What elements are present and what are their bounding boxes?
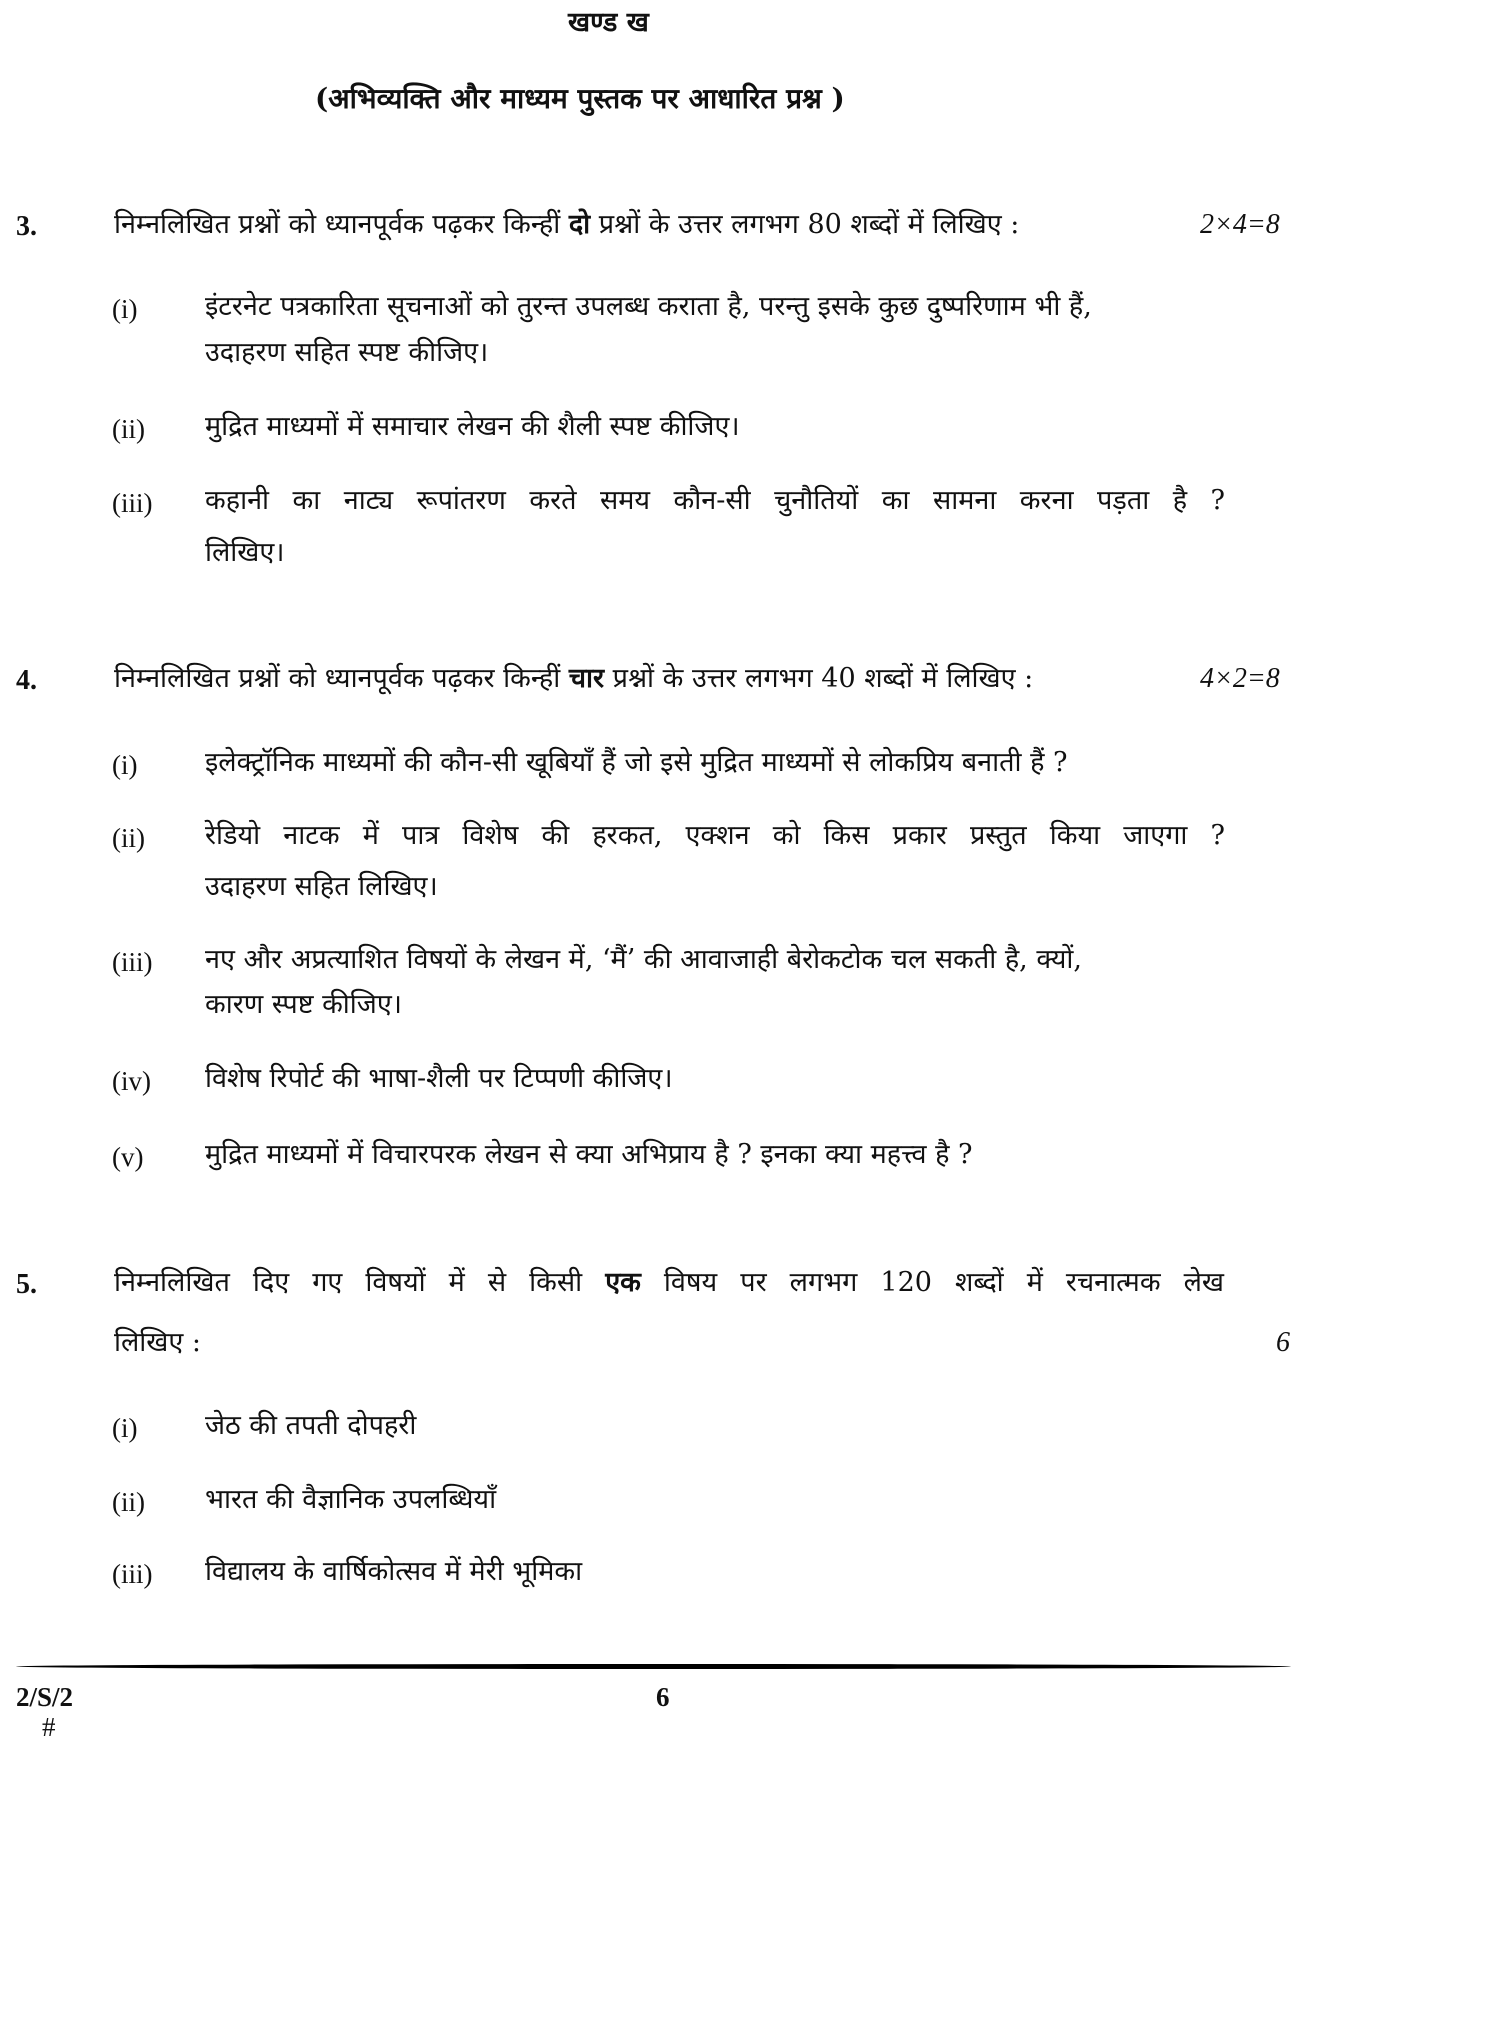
footer-code: 2/S/2 [16,1682,74,1712]
question-text [114,1266,1224,1300]
section-subtitle: (अभिव्यक्ति और माध्यम पुस्तक पर आधारित प्रश्न ) [315,82,845,115]
part-label: (v) [112,1142,144,1172]
question-text-after: प्रश्नों के उत्तर लगभग 40 शब्दों में लिखिए : [604,663,1034,694]
section-title: खण्ड ख [568,7,649,38]
question-text-before: निम्नलिखित प्रश्नों को ध्यानपूर्वक पढ़कर किन्हीं [114,663,569,694]
page-number: 6 [656,1682,670,1712]
question-text [114,208,1019,242]
part-label: (iii) [112,488,153,518]
part-label: (ii) [112,1487,145,1517]
question-text-bold: एक [605,1267,641,1298]
footer-rule [16,1664,1291,1669]
part-label: (ii) [112,414,145,444]
part-text: जेठ की तपती दोपहरी [205,1410,417,1441]
part-text: कारण स्पष्ट कीजिए। [205,989,402,1020]
part-text: विद्यालय के वार्षिकोत्सव में मेरी भूमिका [205,1556,583,1587]
part-text: विशेष रिपोर्ट की भाषा-शैली पर टिप्पणी कीजिए। [205,1063,673,1094]
question-number: 4. [16,665,37,696]
question-text [114,662,1033,696]
part-label: (i) [112,294,138,324]
question-number: 3. [16,211,37,242]
question-text-bold: चार [568,663,605,694]
footer-hash: # [42,1712,56,1742]
part-text: लिखिए। [205,537,285,568]
question-marks: 4×2=8 [1200,663,1280,694]
part-text: मुद्रित माध्यमों में समाचार लेखन की शैली स्पष्ट कीजिए। [205,411,740,442]
part-label: (ii) [112,823,145,853]
part-text: कहानी का नाट्य रूपांतरण करते समय कौन-सी चुनौतियों का सामना करना पड़ता है ? [205,485,1225,516]
part-label: (iii) [112,1559,153,1589]
question-text-bold: दो [568,209,591,240]
part-label: (i) [112,750,138,780]
part-text: मुद्रित माध्यमों में विचारपरक लेखन से क्या अभिप्राय है ? इनका क्या महत्त्व है ? [205,1139,973,1170]
part-label: (iii) [112,947,153,977]
part-text: उदाहरण सहित लिखिए। [205,871,438,902]
question-text-line2: लिखिए : [114,1327,201,1358]
question-text-before: निम्नलिखित दिए गए विषयों में से किसी [114,1267,606,1298]
question-marks: 2×4=8 [1200,209,1280,240]
question-text-after: विषय पर लगभग 120 शब्दों में रचनात्मक लेख [640,1267,1224,1298]
part-text: इलेक्ट्रॉनिक माध्यमों की कौन-सी खूबियाँ हैं जो इसे मुद्रित माध्यमों से लोकप्रिय बनाती हैं ? [205,747,1068,778]
part-text: उदाहरण सहित स्पष्ट कीजिए। [205,337,489,368]
part-text: नए और अप्रत्याशित विषयों के लेखन में, ‘मैं’ की आवाजाही बेरोकटोक चल सकती है, क्यों, [205,944,1083,975]
part-text: भारत की वैज्ञानिक उपलब्धियाँ [205,1484,497,1515]
question-number: 5. [16,1269,37,1300]
part-text: रेडियो नाटक में पात्र विशेष की हरकत, एक्शन को किस प्रकार प्रस्तुत किया जाएगा ? [205,820,1225,851]
part-label: (i) [112,1413,138,1443]
question-text-before: निम्नलिखित प्रश्नों को ध्यानपूर्वक पढ़कर किन्हीं [114,209,569,240]
question-text-after: प्रश्नों के उत्तर लगभग 80 शब्दों में लिखिए : [590,209,1020,240]
question-marks: 6 [1276,1327,1290,1358]
part-text: इंटरनेट पत्रकारिता सूचनाओं को तुरन्त उपलब्ध कराता है, परन्तु इसके कुछ दुष्परिणाम भी हैं, [205,291,1092,322]
part-label: (iv) [112,1066,151,1096]
